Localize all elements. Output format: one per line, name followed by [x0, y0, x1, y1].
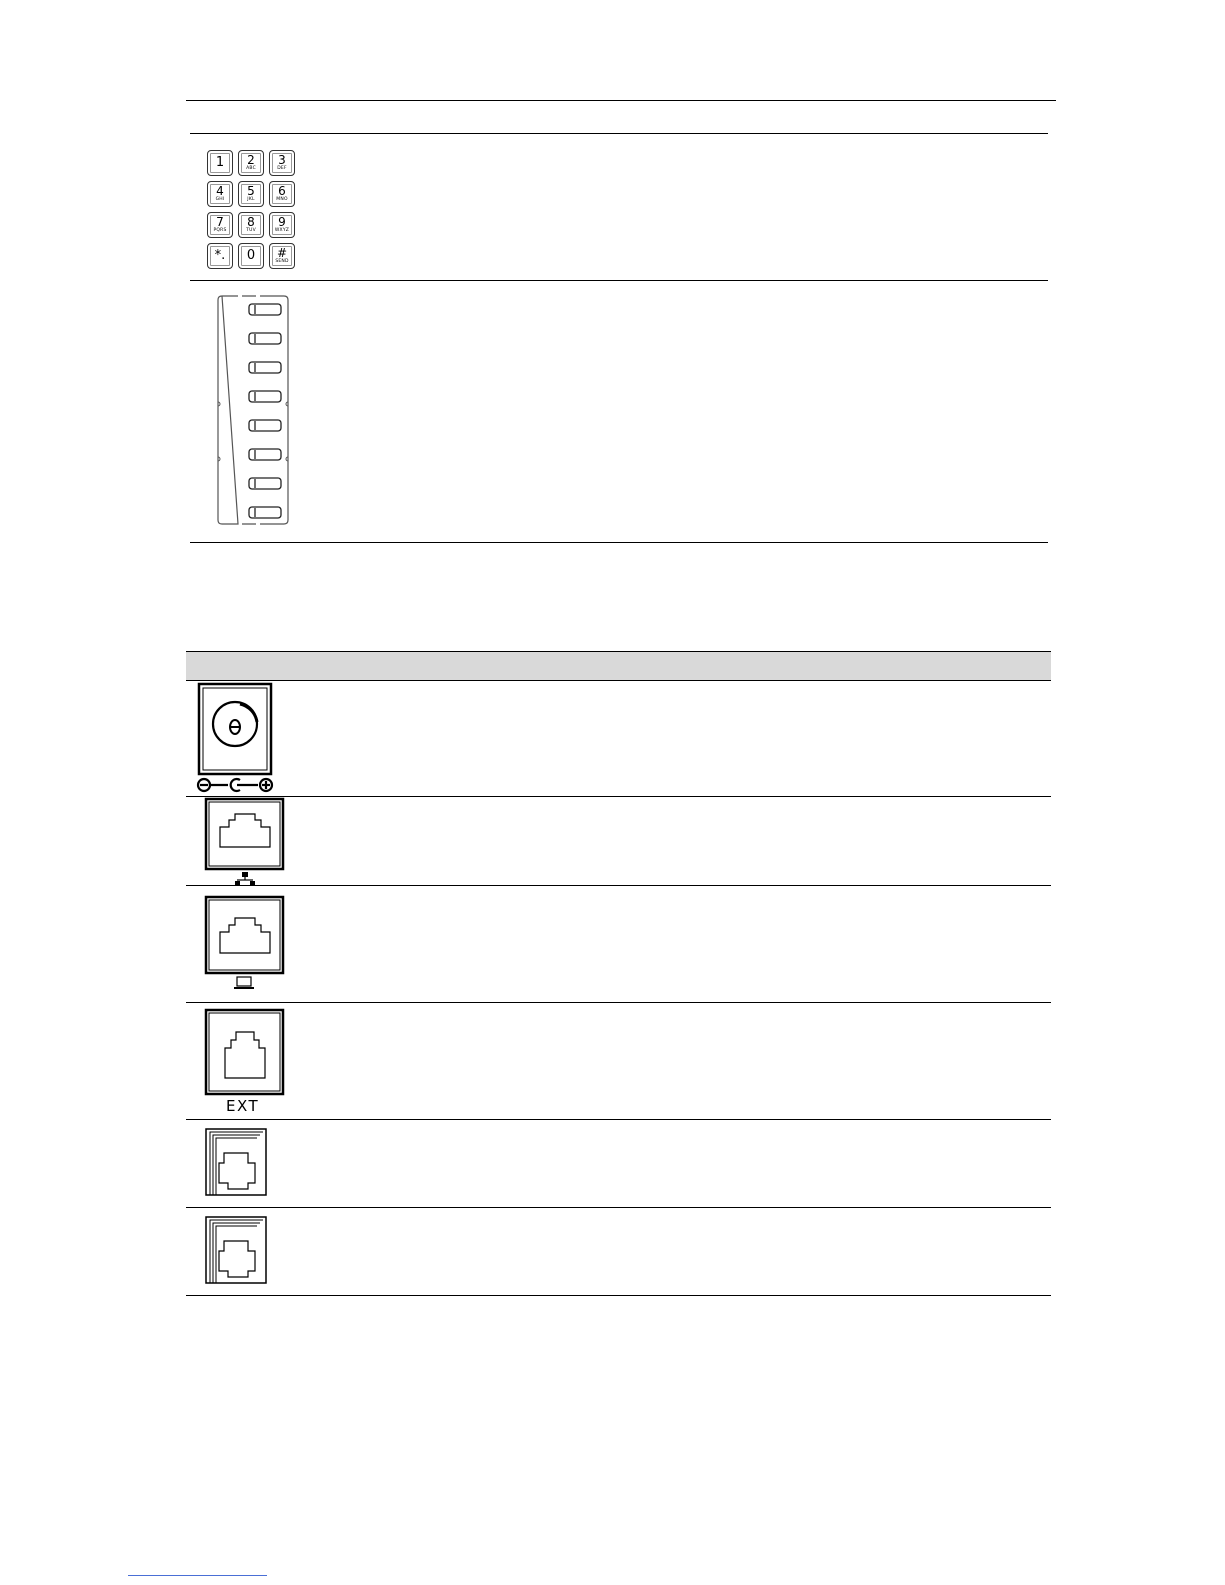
keypad-key — [207, 150, 233, 176]
dss-key-slot — [249, 478, 281, 489]
power-jack-icon — [196, 682, 276, 796]
table-row-divider — [186, 796, 1051, 797]
keypad-key — [207, 212, 233, 238]
keypad-key — [269, 243, 295, 269]
pc-port-icon — [203, 895, 287, 995]
keypad-key-letters: WXYZ — [274, 228, 290, 233]
dss-key-slot — [249, 304, 281, 315]
keypad-key-letters: TUV — [246, 228, 256, 233]
keypad-key-number: 9 — [278, 215, 286, 229]
keypad-key — [207, 181, 233, 207]
keypad-key-number: 0 — [246, 248, 256, 263]
keypad-key — [238, 181, 264, 207]
keypad-key — [269, 181, 295, 207]
dss-key-slot — [249, 507, 281, 518]
keypad-key-letters: MNO — [276, 197, 288, 202]
keypad-key — [238, 212, 264, 238]
page-header-rule — [186, 100, 1056, 101]
network-port-icon — [203, 797, 287, 887]
keypad-key-number: 7 — [216, 215, 224, 229]
table-row-divider — [186, 1207, 1051, 1208]
table-row-divider — [186, 885, 1051, 886]
ext-port-label: EXT — [226, 1097, 260, 1115]
table-bottom-rule — [186, 1295, 1051, 1296]
keypad-key-number: *. — [214, 248, 226, 263]
table-bottom-rule — [190, 542, 1048, 543]
keypad-key-letters: SEND — [275, 259, 289, 264]
keypad-key-number: 2 — [247, 153, 255, 167]
keypad-key-number: 4 — [216, 184, 224, 198]
keypad-key-number: # — [276, 246, 288, 260]
dss-key-slot — [249, 449, 281, 460]
keypad-key-number: 8 — [247, 215, 255, 229]
ext-port-icon — [203, 1008, 287, 1098]
table-top-rule — [190, 133, 1048, 134]
keypad-key-letters: DEF — [277, 166, 287, 171]
table-row-divider — [190, 280, 1048, 281]
keypad-key-letters: GHI — [215, 197, 225, 202]
keypad-key — [269, 212, 295, 238]
keypad-key-letters: PQRS — [213, 228, 227, 233]
keypad-key-letters: ABC — [246, 166, 256, 171]
keypad-key — [207, 243, 233, 269]
dss-key-slot — [249, 362, 281, 373]
table-row-divider — [186, 1002, 1051, 1003]
dss-key-slot — [249, 391, 281, 402]
keypad-key-letters: JKL — [247, 197, 255, 202]
keypad-key — [269, 150, 295, 176]
footer-link[interactable] — [128, 1575, 267, 1576]
handset-port-icon — [203, 1127, 269, 1199]
table-row-divider — [186, 1119, 1051, 1120]
table-header — [186, 651, 1051, 681]
keypad-key-number: 1 — [215, 155, 225, 170]
dss-key-panel-icon — [212, 292, 292, 528]
keypad-key — [238, 150, 264, 176]
dss-key-slot — [249, 420, 281, 431]
dss-key-slot — [249, 333, 281, 344]
keypad-key-number: 5 — [247, 184, 255, 198]
keypad-key — [238, 243, 264, 269]
keypad-key-number: 3 — [278, 153, 286, 167]
keypad-key-number: 6 — [278, 184, 286, 198]
headset-port-icon — [203, 1215, 269, 1287]
